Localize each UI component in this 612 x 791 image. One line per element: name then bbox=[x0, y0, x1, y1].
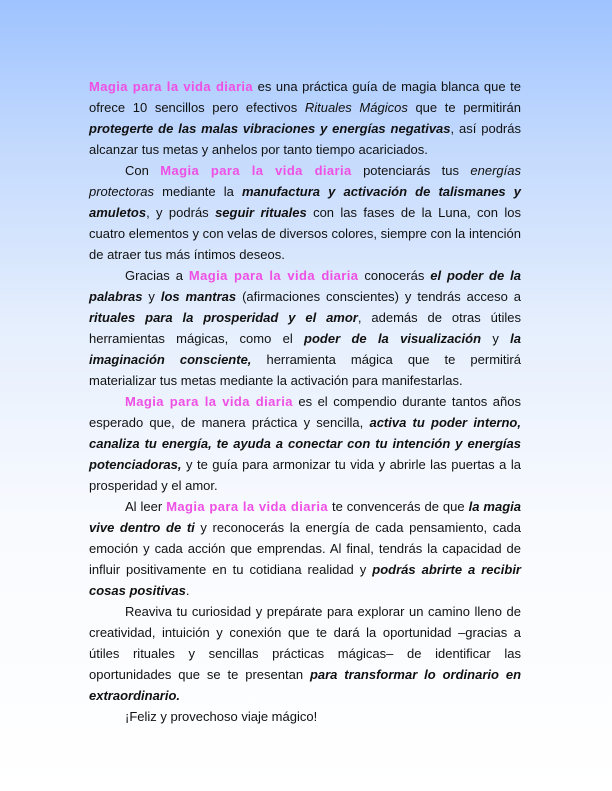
bold-italic-text: la imaginación consciente, bbox=[89, 331, 521, 367]
text-run: que te permitirán bbox=[407, 100, 521, 115]
text-run: , así podrás alcanzar tus metas y anhelos por tanto tiempo acariciados. bbox=[89, 121, 521, 157]
italic-text: Rituales Mágicos bbox=[304, 100, 408, 115]
text-run: Al leer bbox=[125, 499, 167, 514]
paragraph-6 bbox=[89, 601, 521, 706]
text-run: (afirmaciones conscientes) y tendrás acceso a bbox=[236, 289, 521, 304]
text-run: , y podrás bbox=[146, 205, 216, 220]
text-run: Reaviva tu curiosidad y prepárate para explorar un camino lleno de creatividad, intuición y conexión que te dará la oportunidad –gracias a útiles rituales y sencillas prácticas mágicas– de identificar las oportunidades que se te presentan bbox=[89, 604, 521, 682]
italic-text: energías protectoras bbox=[89, 163, 521, 199]
book-description bbox=[89, 76, 521, 727]
bold-italic-text: para transformar lo ordinario en extraordinario. bbox=[89, 667, 522, 703]
paragraph-2 bbox=[89, 160, 521, 265]
bold-italic-text: protegerte de las malas vibraciones y energías negativas bbox=[89, 121, 451, 136]
bold-italic-text: rituales para la prosperidad y el amor bbox=[89, 310, 358, 325]
paragraph-3 bbox=[89, 265, 521, 391]
text-run: , además de otras útiles herramientas mágicas, como el bbox=[89, 310, 521, 346]
bold-italic-text: activa tu poder interno, canaliza tu energía, te ayuda a conectar con tu intención y energías potenciadoras, bbox=[89, 415, 521, 472]
paragraph-5 bbox=[89, 496, 521, 601]
bold-italic-text: podrás abrirte a recibir cosas positivas bbox=[89, 562, 521, 598]
book-title-highlight: Magia para la vida diaria bbox=[89, 79, 254, 94]
text-run: es el compendio durante tantos años esperado que, de manera práctica y sencilla, bbox=[89, 394, 521, 430]
bold-italic-text: manufactura y activación de talismanes y amuletos bbox=[89, 184, 522, 220]
text-run: potenciarás tus bbox=[351, 163, 471, 178]
paragraph-7 bbox=[89, 706, 521, 727]
paragraph-1 bbox=[89, 76, 521, 160]
text-run: . bbox=[185, 583, 190, 598]
text-run: Con bbox=[125, 163, 161, 178]
bold-italic-text: poder de la visualización bbox=[304, 331, 482, 346]
book-title-highlight: Magia para la vida diaria bbox=[125, 394, 293, 409]
bold-italic-text: el poder de la palabras bbox=[89, 268, 521, 304]
bold-italic-text: la magia vive dentro de ti bbox=[89, 499, 521, 535]
text-run: es una práctica guía de magia blanca que te ofrece 10 sencillos pero efectivos bbox=[89, 79, 521, 115]
book-title-highlight: Magia para la vida diaria bbox=[166, 499, 328, 514]
text-run: conocerás bbox=[358, 268, 431, 283]
text-run: te convencerás de que bbox=[327, 499, 469, 514]
paragraph-4 bbox=[89, 391, 521, 496]
bold-italic-text: seguir rituales bbox=[215, 205, 307, 220]
text-run: y bbox=[481, 331, 511, 346]
text-run: y bbox=[142, 289, 161, 304]
text-run: con las fases de la Luna, con los cuatro elementos y con velas de diversos colores, siempre con la intención de atraer tus más íntimos deseos. bbox=[89, 205, 522, 262]
closing-line: ¡Feliz y provechoso viaje mágico! bbox=[125, 709, 318, 724]
book-title-highlight: Magia para la vida diaria bbox=[160, 163, 352, 178]
text-run: y te guía para armonizar tu vida y abrirle las puertas a la prosperidad y el amor. bbox=[89, 457, 521, 493]
text-run: mediante la bbox=[154, 184, 242, 199]
bold-italic-text: los mantras bbox=[160, 289, 237, 304]
text-run: Gracias a bbox=[125, 268, 189, 283]
text-run: herramienta mágica que te permitirá materializar tus metas mediante la activación para manifestarlas. bbox=[89, 352, 521, 388]
book-title-highlight: Magia para la vida diaria bbox=[188, 268, 359, 283]
text-run: y reconocerás la energía de cada pensamiento, cada emoción y cada acción que emprendas. Al final, tendrás la capacidad de influir positivamente en tu cotidiana realidad y bbox=[89, 520, 521, 577]
